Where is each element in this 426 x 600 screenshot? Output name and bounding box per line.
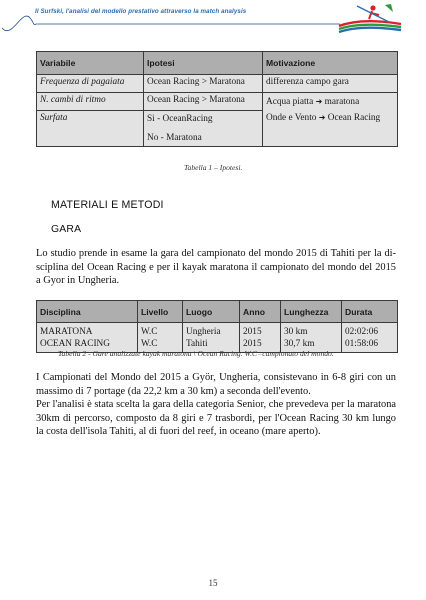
text-line: Lo studio prende in esame la gara del campionato del mondo 2015 di Tahiti per la di-: [36, 248, 396, 259]
kayak-paddler-logo: [335, 2, 405, 34]
column-header: Lunghezza: [281, 301, 342, 323]
page-number: 15: [208, 578, 218, 588]
table-cell: 30,7 km: [281, 338, 342, 353]
table-cell: Ocean Racing > Maratona: [144, 93, 263, 111]
running-title: Il Surfski, l'analisi del modello prestativo attraverso la match analysis: [35, 8, 247, 15]
table-caption: Tabella 1 – Ipotesi.: [184, 163, 243, 172]
text-line: Per l'analisi è stata scelta la gara della categoria Senior, che prevedeva per la maratona: [36, 399, 396, 411]
right-arrow-icon: ➜: [315, 97, 323, 106]
table-cell: 2015: [240, 338, 281, 353]
table-cell: Ocean Racing > Maratona: [144, 75, 263, 93]
column-header: Luogo: [183, 301, 240, 323]
table-cell: N. cambi di ritmo: [37, 93, 144, 111]
text-line: a Gyor in Ungheria.: [36, 275, 120, 287]
table-cell: 02:02:06: [342, 323, 398, 339]
table-cell: [263, 93, 398, 147]
text-line: sciplina del Ocean Racing e per il kayak maratona il campionato del mondo del 2015: [36, 261, 396, 273]
table-cell: Surfata: [37, 111, 144, 147]
text-line: la costa dell'isola Tahiti, al di fuori del reef, in oceano (mare aperto).: [36, 426, 321, 438]
table-cell: MARATONA: [37, 323, 138, 339]
table-cell: W.C: [138, 323, 183, 339]
table-cell: Tahiti: [183, 338, 240, 353]
table-cell: 2015: [240, 323, 281, 339]
table-row: [37, 93, 398, 111]
paragraph-intro: [36, 247, 396, 288]
right-arrow-icon: ➜: [318, 113, 326, 122]
text-line: 30km di percorso, composto da 8 giri e 7 trasbordi, per l'Ocean Racing 30 km lungo: [36, 412, 396, 424]
table-cell: OCEAN RACING: [37, 338, 138, 353]
column-header: Ipotesi: [144, 52, 263, 75]
table-row: [37, 75, 398, 93]
table-header-row: [37, 301, 398, 323]
column-header: Durata: [342, 301, 398, 323]
text-line: I Campionati del Mondo del 2015 a Györ, Ungheria, consistevano in 6-8 giri con un: [36, 372, 396, 383]
hypotheses-table: [36, 51, 398, 147]
column-header: Disciplina: [37, 301, 138, 323]
races-table: [36, 300, 398, 353]
column-header: Motivazione: [263, 52, 398, 75]
header-swirl-line: [2, 16, 340, 31]
column-header: Livello: [138, 301, 183, 323]
table-cell: Frequenza di pagaiata: [37, 75, 144, 93]
column-header: Variabile: [37, 52, 144, 75]
section-title: MATERIALI E METODI: [51, 199, 164, 211]
table-cell: differenza campo gara: [263, 75, 398, 93]
subsection-title: GARA: [51, 224, 82, 235]
text-line: massimo di 7 portage (da 22,2 km a 30 km) a seconda dell'evento.: [36, 385, 311, 397]
motivation-line: Acqua piatta ➜ maratona: [266, 97, 360, 107]
table-caption: Tabella 2 - Gare analizzate kayak maratona \ Ocean Racing. W.C=campionato del mondo.: [58, 349, 334, 358]
table-cell: 01:58:06: [342, 338, 398, 353]
motivation-line: Onde e Vento ➜ Ocean Racing: [266, 113, 381, 123]
column-header: Anno: [240, 301, 281, 323]
table-cell: Si - OceanRacing No - Maratona: [144, 111, 263, 147]
table-header-row: [37, 52, 398, 75]
table-cell: 30 km: [281, 323, 342, 339]
table-cell: W.C: [138, 338, 183, 353]
table-cell: Ungheria: [183, 323, 240, 339]
paragraph-details: [36, 371, 396, 439]
table-row: [37, 323, 398, 339]
